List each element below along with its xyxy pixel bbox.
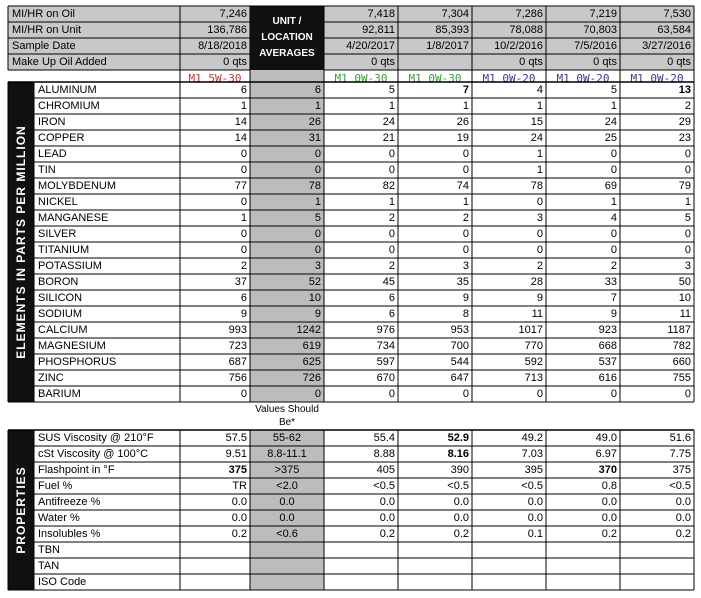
element-value: 10 bbox=[678, 291, 691, 304]
element-value: 6 bbox=[240, 83, 247, 96]
element-value: 23 bbox=[678, 131, 691, 144]
element-value: 0 bbox=[536, 227, 543, 240]
element-value: 0 bbox=[462, 243, 469, 256]
element-value: 0 bbox=[610, 243, 617, 256]
element-value: 9 bbox=[610, 307, 617, 320]
element-value: 24 bbox=[530, 131, 543, 144]
element-name: TIN bbox=[38, 163, 56, 176]
property-value: 9.51 bbox=[225, 447, 247, 460]
property-value: 51.6 bbox=[669, 431, 691, 444]
property-value bbox=[180, 574, 250, 590]
element-value: 7 bbox=[610, 291, 617, 304]
element-value: 77 bbox=[234, 179, 247, 192]
element-value: 660 bbox=[672, 355, 691, 368]
element-name: BARIUM bbox=[38, 387, 81, 400]
property-name: Fuel % bbox=[38, 479, 73, 492]
element-value: 0 bbox=[388, 243, 395, 256]
element-value: 619 bbox=[250, 338, 324, 354]
element-value: 0 bbox=[462, 147, 469, 160]
element-value: 69 bbox=[604, 179, 617, 192]
element-value: 755 bbox=[672, 371, 691, 384]
element-value: 2 bbox=[388, 211, 395, 224]
property-value: 0.0 bbox=[601, 511, 617, 524]
element-value: 8 bbox=[462, 307, 469, 320]
element-value: 9 bbox=[536, 291, 543, 304]
property-value bbox=[324, 558, 398, 574]
property-value bbox=[546, 558, 620, 574]
element-value: 687 bbox=[228, 355, 247, 368]
element-value: 668 bbox=[598, 339, 617, 352]
header-value: 10/2/2016 bbox=[472, 38, 546, 54]
property-value bbox=[250, 542, 324, 558]
element-value: 0 bbox=[462, 227, 469, 240]
property-value bbox=[472, 558, 546, 574]
header-label: Sample Date bbox=[8, 38, 180, 54]
header-label: MI/HR on Unit bbox=[8, 22, 180, 38]
element-name: MANGANESE bbox=[38, 211, 109, 224]
element-value: 21 bbox=[382, 131, 395, 144]
property-value: 8.16 bbox=[447, 447, 469, 460]
element-value: 1 bbox=[536, 99, 543, 112]
property-value: 0.2 bbox=[379, 527, 395, 540]
element-value: 0 bbox=[388, 163, 395, 176]
header-value bbox=[398, 54, 472, 70]
header-value: 1/8/2017 bbox=[398, 38, 472, 54]
element-value: 0 bbox=[684, 387, 691, 400]
property-value: <0.5 bbox=[521, 479, 543, 492]
element-value: 25 bbox=[604, 131, 617, 144]
property-name: TBN bbox=[38, 543, 60, 556]
property-value: 49.2 bbox=[521, 431, 543, 444]
element-value: 74 bbox=[456, 179, 469, 192]
element-value: 1 bbox=[462, 195, 469, 208]
property-name: cSt Viscosity @ 100°C bbox=[38, 447, 149, 460]
element-value: 26 bbox=[250, 114, 324, 130]
element-name: NICKEL bbox=[38, 195, 78, 208]
element-value: 6 bbox=[388, 307, 395, 320]
property-value bbox=[250, 574, 324, 590]
element-value: 0 bbox=[388, 387, 395, 400]
element-name: TITANIUM bbox=[38, 243, 90, 256]
property-value bbox=[472, 542, 546, 558]
element-value: 2 bbox=[462, 211, 469, 224]
element-name: BORON bbox=[38, 275, 79, 288]
property-value: 0.0 bbox=[527, 495, 543, 508]
property-value: <0.5 bbox=[669, 479, 691, 492]
property-value: 7.03 bbox=[521, 447, 543, 460]
element-value: 3 bbox=[462, 259, 469, 272]
header-value: 63,584 bbox=[620, 22, 694, 38]
header-value: 85,393 bbox=[398, 22, 472, 38]
element-value: 713 bbox=[524, 371, 543, 384]
property-value: 375 bbox=[672, 463, 691, 476]
element-value: 1 bbox=[240, 211, 247, 224]
elements-section-text: ELEMENTS IN PARTS PER MILLION bbox=[14, 125, 28, 359]
property-value: 0.0 bbox=[250, 510, 324, 526]
header-value: 0 qts bbox=[324, 54, 398, 70]
element-value: 0 bbox=[240, 243, 247, 256]
property-name: SUS Viscosity @ 210°F bbox=[38, 431, 154, 444]
element-value: 1242 bbox=[250, 322, 324, 338]
property-value: 0.2 bbox=[453, 527, 469, 540]
element-value: 33 bbox=[604, 275, 617, 288]
element-value: 37 bbox=[234, 275, 247, 288]
element-value: 670 bbox=[376, 371, 395, 384]
header-value: 7,246 bbox=[180, 6, 250, 22]
property-value: <0.5 bbox=[447, 479, 469, 492]
oil-type-label: M1 0W-20 bbox=[482, 71, 536, 85]
header-value: 78,088 bbox=[472, 22, 546, 38]
element-value: 976 bbox=[376, 323, 395, 336]
header-value: 136,786 bbox=[180, 22, 250, 38]
element-value: 1 bbox=[388, 99, 395, 112]
element-value: 1 bbox=[250, 194, 324, 210]
element-value: 1 bbox=[536, 163, 543, 176]
property-value: >375 bbox=[250, 462, 324, 478]
element-name: SILICON bbox=[38, 291, 83, 304]
element-value: 723 bbox=[228, 339, 247, 352]
element-value: 0 bbox=[388, 147, 395, 160]
header-value: 8/18/2018 bbox=[180, 38, 250, 54]
element-value: 0 bbox=[250, 242, 324, 258]
properties-section-text: PROPERTIES bbox=[14, 466, 28, 554]
element-value: 0 bbox=[240, 227, 247, 240]
element-name: MOLYBDENUM bbox=[38, 179, 117, 192]
element-value: 29 bbox=[678, 115, 691, 128]
property-value bbox=[398, 542, 472, 558]
element-value: 1 bbox=[684, 195, 691, 208]
property-name: Antifreeze % bbox=[38, 495, 101, 508]
element-value: 2 bbox=[388, 259, 395, 272]
element-value: 0 bbox=[250, 386, 324, 402]
element-name: ALUMINUM bbox=[38, 83, 97, 96]
element-value: 50 bbox=[678, 275, 691, 288]
properties-section-label bbox=[8, 430, 34, 590]
header-value: 7,530 bbox=[620, 6, 694, 22]
element-value: 2 bbox=[610, 259, 617, 272]
property-value: 7.75 bbox=[669, 447, 691, 460]
property-value: 8.8-11.1 bbox=[250, 446, 324, 462]
element-value: 11 bbox=[531, 307, 543, 320]
element-value: 0 bbox=[250, 226, 324, 242]
element-value: 734 bbox=[376, 339, 395, 352]
element-value: 2 bbox=[240, 259, 247, 272]
property-value bbox=[398, 574, 472, 590]
element-value: 0 bbox=[462, 163, 469, 176]
oil-type-label: M1 0W-20 bbox=[630, 71, 684, 85]
property-value: 0.0 bbox=[675, 495, 691, 508]
element-value: 597 bbox=[376, 355, 395, 368]
element-value: 625 bbox=[250, 354, 324, 370]
element-value: 3 bbox=[250, 258, 324, 274]
property-value: 0.0 bbox=[379, 511, 395, 524]
property-value: 0.2 bbox=[675, 527, 691, 540]
element-value: 0 bbox=[240, 195, 247, 208]
element-value: 0 bbox=[610, 147, 617, 160]
property-value: 8.88 bbox=[373, 447, 395, 460]
element-value: 0 bbox=[536, 387, 543, 400]
oil-type-label: M1 0W-30 bbox=[408, 71, 462, 85]
header-value: 0 qts bbox=[180, 54, 250, 70]
oil-type-label: M1 0W-30 bbox=[334, 71, 388, 85]
property-name: Flashpoint in °F bbox=[38, 463, 115, 476]
element-value: 26 bbox=[456, 115, 469, 128]
element-value: 3 bbox=[536, 211, 543, 224]
property-name: ISO Code bbox=[38, 575, 87, 588]
element-value: 0 bbox=[684, 243, 691, 256]
oil-type-label: M1 0W-20 bbox=[556, 71, 610, 85]
header-label: MI/HR on Oil bbox=[8, 6, 180, 22]
element-value: 82 bbox=[382, 179, 395, 192]
element-value: 10 bbox=[250, 290, 324, 306]
element-name: SILVER bbox=[38, 227, 77, 240]
property-value: 49.0 bbox=[595, 431, 617, 444]
element-value: 1187 bbox=[667, 323, 691, 336]
element-value: 993 bbox=[228, 323, 247, 336]
header-value: 4/20/2017 bbox=[324, 38, 398, 54]
element-name: SODIUM bbox=[38, 307, 82, 320]
element-value: 9 bbox=[240, 307, 247, 320]
element-value: 7 bbox=[462, 83, 469, 96]
property-value: 52.9 bbox=[447, 431, 469, 444]
property-value: TR bbox=[232, 479, 247, 492]
element-value: 14 bbox=[234, 115, 247, 128]
element-value: 2 bbox=[536, 259, 543, 272]
header-value: 0 qts bbox=[546, 54, 620, 70]
header-label: Make Up Oil Added bbox=[8, 54, 180, 70]
element-name: ZINC bbox=[38, 371, 64, 384]
element-value: 544 bbox=[450, 355, 469, 368]
element-value: 15 bbox=[530, 115, 543, 128]
element-value: 537 bbox=[598, 355, 617, 368]
property-value: 370 bbox=[598, 463, 617, 476]
property-value: 390 bbox=[450, 463, 469, 476]
element-name: POTASSIUM bbox=[38, 259, 102, 272]
element-value: 782 bbox=[672, 339, 691, 352]
header-value: 70,803 bbox=[546, 22, 620, 38]
element-value: 14 bbox=[234, 131, 247, 144]
header-value: 7,219 bbox=[546, 6, 620, 22]
property-value: <2.0 bbox=[250, 478, 324, 494]
property-name: Insolubles % bbox=[38, 527, 101, 540]
property-value bbox=[472, 574, 546, 590]
element-value: 1 bbox=[536, 147, 543, 160]
property-value: 0.2 bbox=[601, 527, 617, 540]
values-should-be-label: Values Should Be* bbox=[255, 404, 319, 428]
property-value: 0.0 bbox=[601, 495, 617, 508]
property-value bbox=[250, 558, 324, 574]
element-value: 1 bbox=[610, 195, 617, 208]
element-value: 0 bbox=[684, 163, 691, 176]
element-name: CHROMIUM bbox=[38, 99, 100, 112]
element-value: 0 bbox=[250, 162, 324, 178]
property-value: 0.0 bbox=[675, 511, 691, 524]
element-value: 0 bbox=[610, 387, 617, 400]
element-value: 1 bbox=[250, 98, 324, 114]
element-value: 923 bbox=[598, 323, 617, 336]
property-value: 0.0 bbox=[379, 495, 395, 508]
element-value: 0 bbox=[536, 243, 543, 256]
property-value: 0.0 bbox=[250, 494, 324, 510]
oil-type-label: M1 5W-30 bbox=[188, 71, 242, 85]
header-value: 7,418 bbox=[324, 6, 398, 22]
property-name: Water % bbox=[38, 511, 80, 524]
element-value: 0 bbox=[610, 163, 617, 176]
header-value: 92,811 bbox=[324, 22, 398, 38]
element-value: 1 bbox=[462, 99, 469, 112]
property-value bbox=[180, 542, 250, 558]
element-name: LEAD bbox=[38, 147, 67, 160]
property-value: 0.0 bbox=[453, 495, 469, 508]
property-value: 395 bbox=[524, 463, 543, 476]
element-value: 6 bbox=[250, 82, 324, 98]
element-value: 5 bbox=[684, 211, 691, 224]
property-value: 6.97 bbox=[595, 447, 617, 460]
element-value: 4 bbox=[610, 211, 617, 224]
element-value: 52 bbox=[250, 274, 324, 290]
element-name: IRON bbox=[38, 115, 66, 128]
element-value: 79 bbox=[678, 179, 691, 192]
element-value: 0 bbox=[610, 227, 617, 240]
property-value: 57.5 bbox=[225, 431, 247, 444]
property-value bbox=[546, 574, 620, 590]
element-value: 1017 bbox=[518, 323, 543, 336]
element-value: 78 bbox=[530, 179, 543, 192]
element-value: 756 bbox=[228, 371, 247, 384]
element-name: CALCIUM bbox=[38, 323, 88, 336]
element-value: 647 bbox=[450, 371, 469, 384]
element-value: 35 bbox=[456, 275, 469, 288]
property-value bbox=[620, 542, 694, 558]
element-name: PHOSPHORUS bbox=[38, 355, 117, 368]
element-value: 5 bbox=[388, 83, 395, 96]
unit-location-averages-header: UNIT / LOCATION AVERAGES bbox=[250, 6, 324, 70]
header-value: 7,286 bbox=[472, 6, 546, 22]
element-value: 3 bbox=[684, 259, 691, 272]
header-value: 7,304 bbox=[398, 6, 472, 22]
property-value: 375 bbox=[228, 463, 247, 476]
element-value: 0 bbox=[388, 227, 395, 240]
element-value: 770 bbox=[524, 339, 543, 352]
element-value: 6 bbox=[388, 291, 395, 304]
element-value: 1 bbox=[388, 195, 395, 208]
property-value: 0.0 bbox=[231, 495, 247, 508]
element-value: 700 bbox=[450, 339, 469, 352]
element-value: 45 bbox=[382, 275, 395, 288]
element-value: 24 bbox=[382, 115, 395, 128]
element-value: 5 bbox=[610, 83, 617, 96]
element-value: 11 bbox=[679, 307, 691, 320]
property-value: 405 bbox=[376, 463, 395, 476]
property-value bbox=[324, 574, 398, 590]
element-value: 0 bbox=[240, 147, 247, 160]
property-value bbox=[324, 542, 398, 558]
property-value bbox=[620, 558, 694, 574]
element-value: 616 bbox=[598, 371, 617, 384]
element-value: 1 bbox=[610, 99, 617, 112]
property-name: TAN bbox=[38, 559, 60, 572]
property-value: 0.2 bbox=[231, 527, 247, 540]
property-value: <0.5 bbox=[373, 479, 395, 492]
element-value: 0 bbox=[240, 163, 247, 176]
element-value: 9 bbox=[462, 291, 469, 304]
header-value: 7/5/2016 bbox=[546, 38, 620, 54]
element-name: COPPER bbox=[38, 131, 85, 144]
element-value: 0 bbox=[250, 146, 324, 162]
property-value bbox=[180, 558, 250, 574]
element-value: 6 bbox=[240, 291, 247, 304]
element-value: 19 bbox=[456, 131, 469, 144]
property-value: 0.0 bbox=[527, 511, 543, 524]
header-value: 0 qts bbox=[620, 54, 694, 70]
element-value: 5 bbox=[250, 210, 324, 226]
property-value: 0.1 bbox=[527, 527, 543, 540]
element-value: 0 bbox=[684, 147, 691, 160]
element-value: 4 bbox=[536, 83, 543, 96]
property-value: 0.0 bbox=[231, 511, 247, 524]
property-value: 55.4 bbox=[373, 431, 395, 444]
property-value bbox=[398, 558, 472, 574]
property-value: 0.0 bbox=[453, 511, 469, 524]
element-value: 31 bbox=[250, 130, 324, 146]
element-value: 28 bbox=[530, 275, 543, 288]
element-value: 0 bbox=[536, 195, 543, 208]
property-value: 55-62 bbox=[250, 430, 324, 446]
element-value: 9 bbox=[250, 306, 324, 322]
element-value: 24 bbox=[604, 115, 617, 128]
header-value: 0 qts bbox=[472, 54, 546, 70]
element-value: 2 bbox=[684, 99, 691, 112]
header-value: 3/27/2016 bbox=[620, 38, 694, 54]
property-value: <0.6 bbox=[250, 526, 324, 542]
property-value bbox=[620, 574, 694, 590]
element-name: MAGNESIUM bbox=[38, 339, 106, 352]
element-value: 726 bbox=[250, 370, 324, 386]
element-value: 0 bbox=[240, 387, 247, 400]
element-value: 0 bbox=[462, 387, 469, 400]
element-value: 1 bbox=[240, 99, 247, 112]
element-value: 953 bbox=[450, 323, 469, 336]
elements-section-label bbox=[8, 82, 34, 402]
property-value bbox=[546, 542, 620, 558]
element-value: 592 bbox=[524, 355, 543, 368]
property-value: 0.8 bbox=[601, 479, 617, 492]
element-value: 13 bbox=[678, 83, 691, 96]
element-value: 78 bbox=[250, 178, 324, 194]
element-value: 0 bbox=[684, 227, 691, 240]
